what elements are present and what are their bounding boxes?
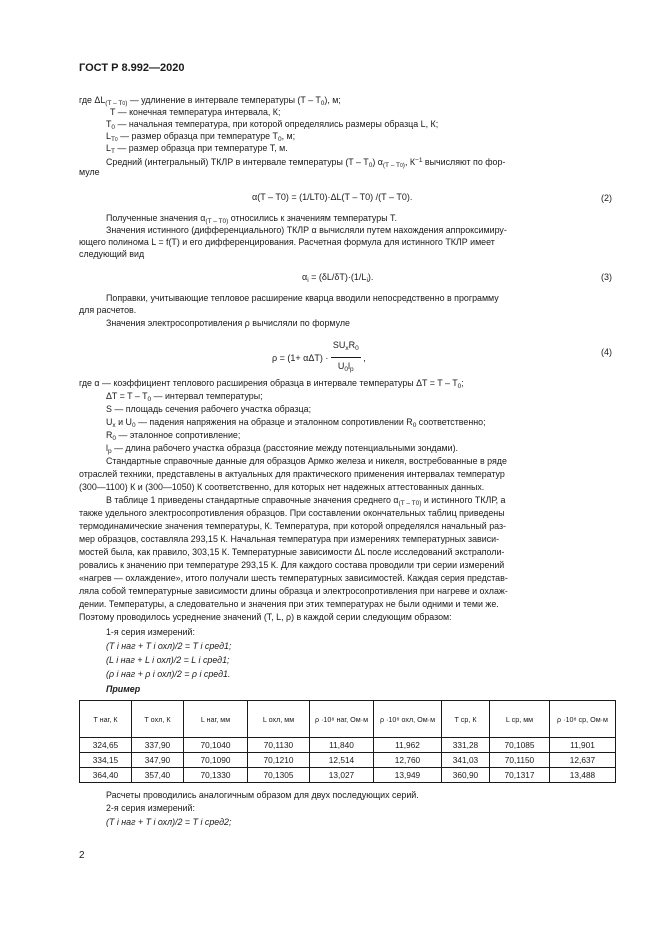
example-table [79,700,616,783]
text-line: следующий вид [79,249,145,259]
example-label: Пример [106,684,141,694]
text-line: Поэтому проводилось усреднение значений (T, L, ρ) в каждой серии следующим образом: [79,612,452,622]
table-cell: 13,488 [550,768,616,783]
table-cell: 70,1085 [490,738,550,753]
table-cell: 70,1317 [490,768,550,783]
table-header-cell: L ср, мм [490,701,550,738]
formula-line: (T i наг + T i охл)/2 = T i сред2; [106,817,232,827]
table-cell: 70,1150 [490,753,550,768]
text-line: также удельного электросопротивления образцов. При составлении окончательных таблиц приведены [79,508,505,518]
text-line: Поправки, учитывающие тепловое расширение кварца вводили непосредственно в программу [106,293,499,303]
table-cell: 12,637 [550,753,616,768]
page-header: ГОСТ Р 8.992—2020 [79,62,185,74]
text-line: «нагрев — охлаждение», итого получали шесть температурных зависимостей. Каждая серия представ- [79,573,508,583]
table-header-row [80,701,616,738]
text-line: $T_0$ — начальная температура, при которой определялись размеры образца L, К; [106,119,439,131]
table-cell: 360,90 [442,768,490,783]
formula-line: (T i наг + T i охл)/2 = T i сред1; [106,641,232,651]
text-line: Расчеты проводились аналогичным образом для двух последующих серий. [106,790,419,800]
equation-2: α(T – T0) = (1/LT0)·ΔL(T – T0) /(T – T0). [252,192,413,202]
text-line: $\Delta T = T - T_0$ — интервал температуры; [106,391,263,403]
table-cell: 11,962 [374,738,442,753]
equation-4: ρ = (1+ αΔT) · $\frac{SU_xR_0}{U_0l_p}$ , [272,338,366,377]
table-cell: 70,1210 [248,753,310,768]
text-line: термодинамические значения температуры, К. Температура, при которой определялся начальный раз- [79,521,507,531]
text-line: мостей была, как правило, 303,15 К. Температурные зависимости ΔL после исследований экстраполи- [79,547,505,557]
table-cell: 13,027 [310,768,374,783]
text-line: дении. Температуры, а следовательно и значения при этих температурах не были одними и теми же. [79,599,499,609]
table-cell: 11,840 [310,738,374,753]
formula-line: (ρ i наг + ρ i охл)/2 = ρ i сред1. [106,669,231,679]
table-cell: 337,90 [132,738,184,753]
equation-3: $\alpha_i = (\delta L/\delta T)\cdot(1/L_i)$. [302,272,374,284]
table-cell: 347,90 [132,753,184,768]
text-line: S — площадь сечения рабочего участка образца; [106,404,312,414]
text-line: Полученные значения $\alpha_{(T - T0)}$ относились к значениям температуры T. [106,213,397,225]
table-cell: 324,65 [80,738,132,753]
text-line: ровались к значению при температуре 293,15 К. Для каждого состава проводили три серии измерений [79,560,505,570]
text-line: $L_T$ — размер образца при температуре T, м. [106,143,288,155]
text-line: ющего полинома L = f(T) и его дифференцирования. Расчетная формула для истинного ТКЛР имеет [79,237,495,247]
table-header-cell: T ср, К [442,701,490,738]
table-cell: 70,1330 [184,768,248,783]
text-line: $L_{T0}$ — размер образца при температуре $T_0$, м; [106,131,296,143]
text-line: муле [79,167,100,177]
table-header-cell: ρ ·10⁸ ср, Ом·м [550,701,616,738]
text-line: Стандартные справочные данные для образцов Армко железа и никеля, востребованные в ряде [106,456,507,466]
table-cell: 357,40 [132,768,184,783]
equation-number: (3) [601,272,612,282]
table-header-cell: T охл, К [132,701,184,738]
text-line: где $\Delta L_{(T - T0)}$ — удлинение в интервале температуры $(T - T_0)$, м; [79,95,341,107]
text-line: отраслей техники, представлены в актуальных для практического применения интервалах температур [79,469,505,479]
text-line: мер образцов, составляла 293,15 К. Начальная температура при измерениях температурных зависи- [79,534,500,544]
table-header-cell: T наг, К [80,701,132,738]
text-line: T — конечная температура интервала, К; [110,107,281,117]
table-cell: 11,901 [550,738,616,753]
table-cell: 13,949 [374,768,442,783]
table-header-cell: ρ ·10⁸ наг, Ом·м [310,701,374,738]
table-cell: 70,1090 [184,753,248,768]
text-line: В таблице 1 приведены стандартные справочные значения среднего $\alpha_{(T - T0)}$ и истинного ТКЛР, а [106,495,506,507]
equation-number: (4) [601,347,612,357]
text-line: для расчетов. [79,305,137,315]
table-cell: 12,514 [310,753,374,768]
text-line: где α — коэффициент теплового расширения образца в интервале температуры $\Delta T = T - T_0$; [79,378,464,390]
text-line: $R_0$ — эталонное сопротивление; [106,430,241,442]
table-cell: 12,760 [374,753,442,768]
table-cell: 364,40 [80,768,132,783]
text-line: Средний (интегральный) ТКЛР в интервале температуры $(T - T_0)$ $\alpha_{(T - T0)}$, $К^{-1}$ вычисляют по фор- [106,157,506,169]
text-line: Значения истинного (дифференциального) ТКЛР α вычисляли путем нахождения аппроксимиру- [106,225,507,235]
table-cell: 334,15 [80,753,132,768]
table-header-cell: ρ ·10⁸ охл, Ом·м [374,701,442,738]
text-line: (300—1100) К и (300—1050) К соответственно, для которых нет надежных аттестованных данных. [79,482,485,492]
text-line: $U_x$ и $U_0$ — падения напряжения на образце и эталонном сопротивлении $R_0$ соответственно; [106,417,486,429]
text-line: 2-я серия измерений: [106,803,195,813]
text-line: ляла собой температурные зависимости длины образца и электросопротивления при нагреве и охлаж- [79,586,508,596]
table-cell: 341,03 [442,753,490,768]
table-row [80,753,616,768]
table-cell: 70,1040 [184,738,248,753]
table-row [80,738,616,753]
text-line: $l_p$ — длина рабочего участка образца (расстояние между потенциальными зондами). [106,443,459,455]
page-number: 2 [79,850,85,861]
table-cell: 70,1305 [248,768,310,783]
formula-line: (L i наг + L i охл)/2 = L i сред1; [106,655,230,665]
table-header-cell: L наг, мм [184,701,248,738]
fraction: $\frac{SU_xR_0}{U_0l_p}$ [332,340,359,373]
text-line: 1-я серия измерений: [106,627,195,637]
table-row [80,768,616,783]
table-header-cell: L охл, мм [248,701,310,738]
text-line: Значения электросопротивления ρ вычисляли по формуле [106,318,350,328]
table-cell: 331,28 [442,738,490,753]
table-cell: 70,1130 [248,738,310,753]
equation-number: (2) [601,193,612,203]
